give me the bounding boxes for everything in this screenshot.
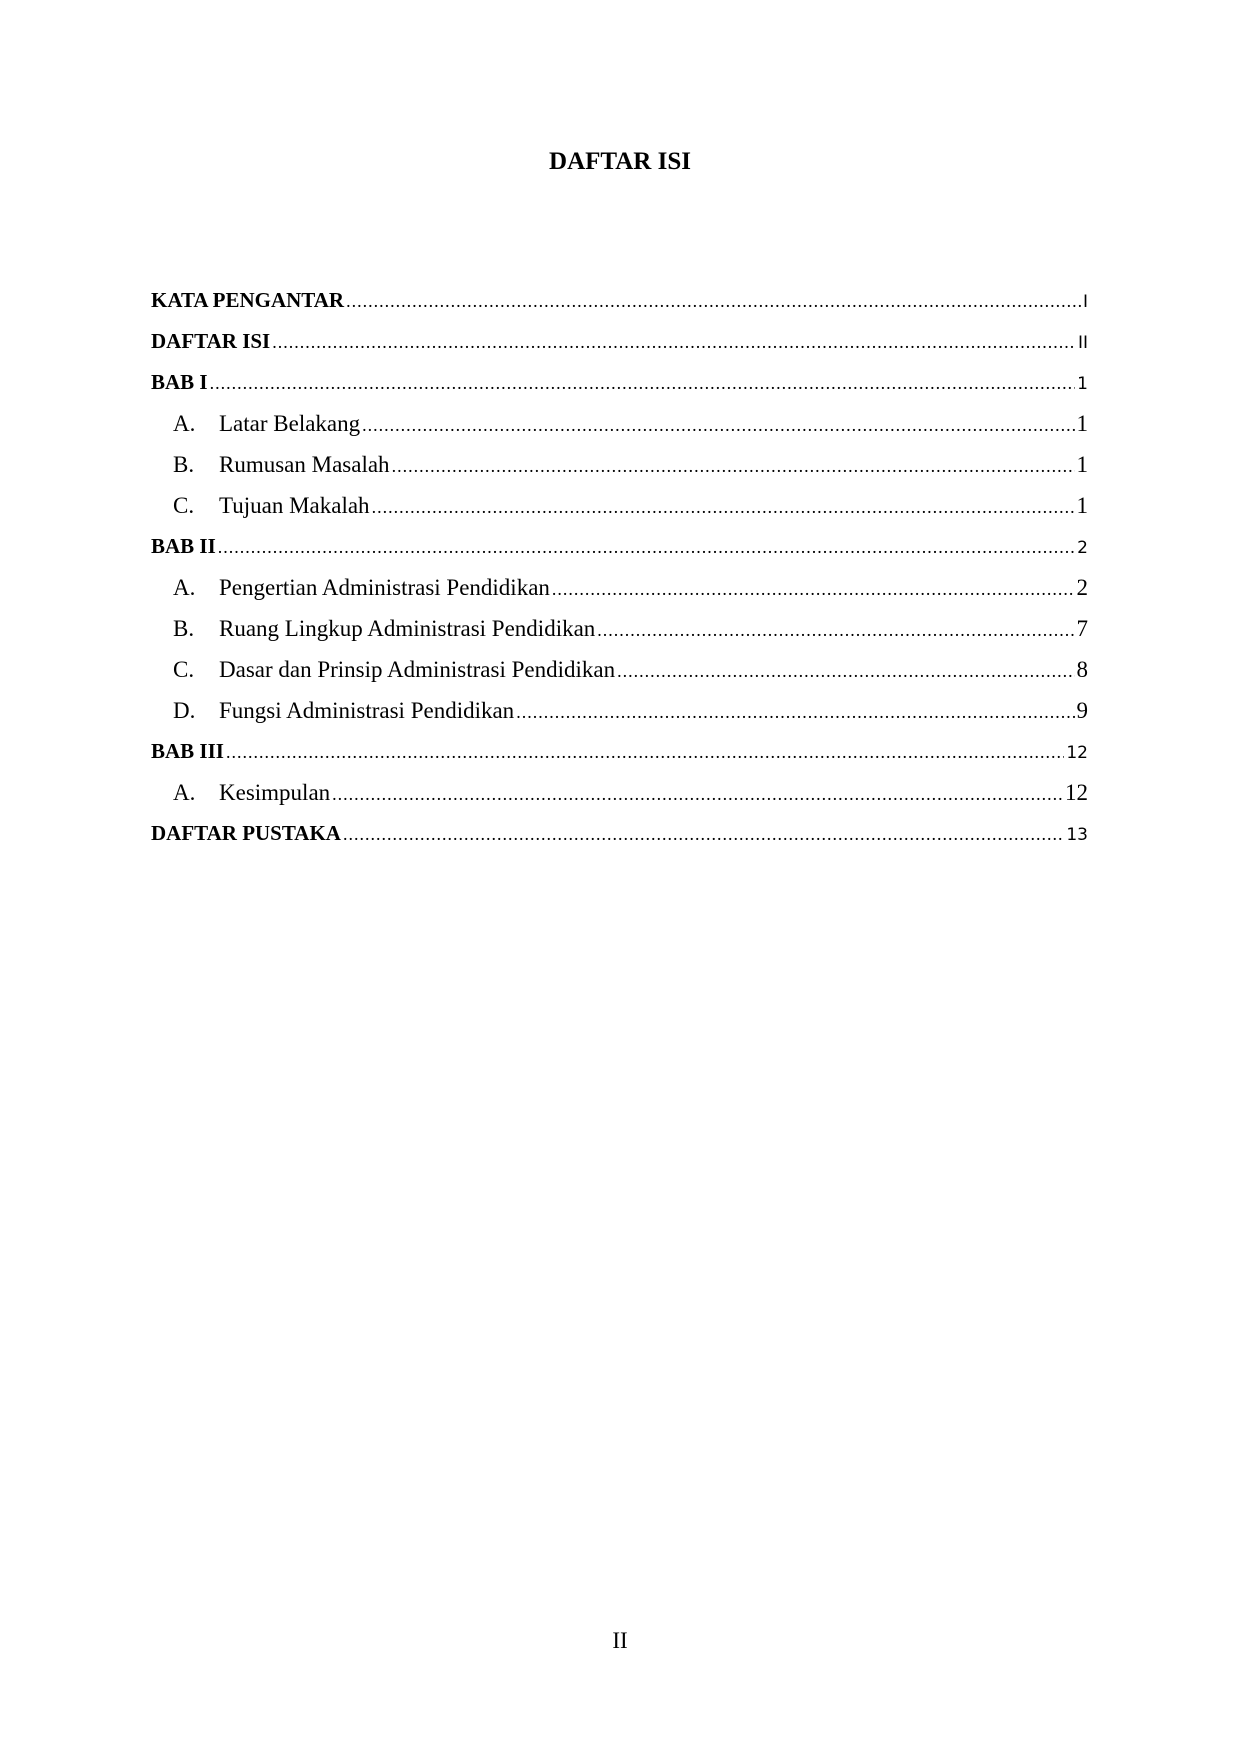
toc-entry-letter: A. bbox=[173, 780, 196, 805]
toc-entry-page: II bbox=[1077, 333, 1088, 353]
toc-leader-dots bbox=[346, 281, 1081, 321]
toc-entry-page: 8 bbox=[1076, 657, 1088, 682]
toc-entry-page: 1 bbox=[1077, 374, 1088, 394]
toc-entry-letter: B. bbox=[173, 616, 195, 641]
toc-entry-bab-1[interactable] bbox=[151, 362, 1088, 403]
toc-entry-label: Rumusan Masalah bbox=[219, 452, 390, 477]
toc-entry-rumusan-masalah[interactable] bbox=[151, 444, 1088, 485]
toc-leader-dots bbox=[332, 774, 1063, 813]
toc-leader-dots bbox=[372, 487, 1075, 526]
toc-leader-dots bbox=[362, 405, 1074, 444]
toc-entry-dasar-prinsip[interactable] bbox=[151, 649, 1088, 690]
toc-entry-label: DAFTAR PUSTAKA bbox=[151, 821, 341, 845]
toc-entry-label: BAB III bbox=[151, 739, 224, 763]
toc-leader-dots bbox=[226, 732, 1064, 772]
toc-entry-page: 1 bbox=[1076, 452, 1088, 477]
toc-entry-page: 12 bbox=[1065, 780, 1088, 805]
toc-leader-dots bbox=[392, 446, 1075, 485]
toc-leader-dots bbox=[516, 692, 1074, 731]
toc-leader-dots bbox=[617, 651, 1074, 690]
toc-entry-page: 9 bbox=[1076, 698, 1088, 723]
toc-entry-letter: C. bbox=[173, 657, 195, 682]
toc-entry-label: Ruang Lingkup Administrasi Pendidikan bbox=[219, 616, 596, 641]
toc-entry-page: I bbox=[1082, 292, 1088, 312]
toc-entry-bab-3[interactable] bbox=[151, 731, 1088, 772]
toc-entry-fungsi[interactable] bbox=[151, 690, 1088, 731]
toc-leader-dots bbox=[210, 363, 1076, 403]
toc-entry-daftar-isi[interactable] bbox=[151, 321, 1088, 362]
toc-entry-letter: B. bbox=[173, 452, 195, 477]
toc-entry-label: BAB I bbox=[151, 370, 208, 394]
toc-leader-dots bbox=[597, 610, 1074, 649]
toc-entry-daftar-pustaka[interactable] bbox=[151, 813, 1088, 854]
toc-entry-latar-belakang[interactable] bbox=[151, 403, 1088, 444]
toc-entry-label: DAFTAR ISI bbox=[151, 329, 271, 353]
toc-entry-pengertian[interactable] bbox=[151, 567, 1088, 608]
toc-entry-page: 2 bbox=[1077, 538, 1088, 558]
page-number: II bbox=[612, 1628, 628, 1653]
toc-entry-bab-2[interactable] bbox=[151, 526, 1088, 567]
toc-entry-letter: D. bbox=[173, 698, 196, 723]
toc-entry-label: BAB II bbox=[151, 534, 216, 558]
toc-leader-dots bbox=[272, 322, 1076, 362]
toc-entry-letter: C. bbox=[173, 493, 195, 518]
toc-entry-page: 7 bbox=[1076, 616, 1088, 641]
toc-entry-page: 1 bbox=[1076, 493, 1088, 518]
toc-entry-label: Latar Belakang bbox=[219, 411, 361, 436]
toc-entry-page: 1 bbox=[1076, 411, 1088, 436]
toc-entry-tujuan-makalah[interactable] bbox=[151, 485, 1088, 526]
toc-leader-dots bbox=[552, 569, 1075, 608]
toc-entry-label: Tujuan Makalah bbox=[219, 493, 370, 518]
toc-entry-label: Fungsi Administrasi Pendidikan bbox=[219, 698, 515, 723]
toc-entry-letter: A. bbox=[173, 411, 196, 436]
toc-entry-label: Kesimpulan bbox=[219, 780, 331, 805]
toc-entry-label: Dasar dan Prinsip Administrasi Pendidikan bbox=[219, 657, 616, 682]
toc-entry-ruang-lingkup[interactable] bbox=[151, 608, 1088, 649]
toc-leader-dots bbox=[343, 814, 1064, 854]
toc-entry-page: 12 bbox=[1066, 743, 1088, 763]
toc-entry-label: KATA PENGANTAR bbox=[151, 288, 345, 312]
toc-entry-page: 2 bbox=[1076, 575, 1088, 600]
page-title: DAFTAR ISI bbox=[549, 148, 691, 175]
toc-entry-page: 13 bbox=[1066, 825, 1088, 845]
toc-entry-label: Pengertian Administrasi Pendidikan bbox=[219, 575, 550, 600]
toc-leader-dots bbox=[218, 527, 1075, 567]
toc-entry-kesimpulan[interactable] bbox=[151, 772, 1088, 813]
toc-entry-kata-pengantar[interactable] bbox=[151, 280, 1088, 321]
toc-entry-letter: A. bbox=[173, 575, 196, 600]
table-of-contents bbox=[151, 280, 1088, 854]
